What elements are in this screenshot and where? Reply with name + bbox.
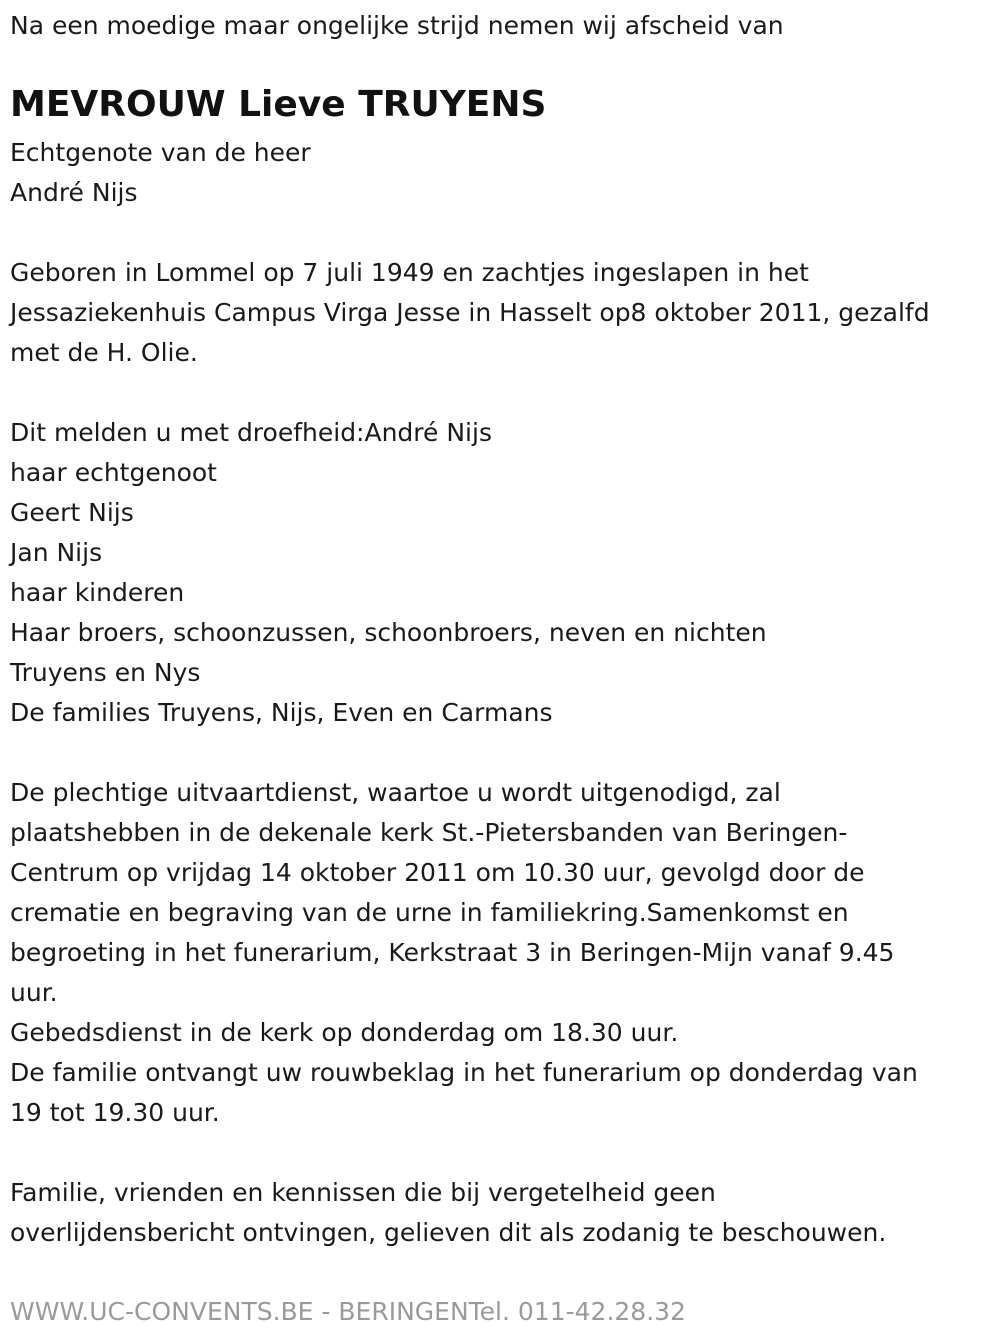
deceased-name: MEVROUW Lieve TRUYENS xyxy=(10,84,547,125)
mourner-line: Jan Nijs xyxy=(10,538,103,567)
mourner-line: haar kinderen xyxy=(10,578,185,607)
mourners-block xyxy=(10,413,767,733)
birth-line: met de H. Olie. xyxy=(10,338,198,367)
intro-text: Na een moedige maar ongelijke strijd nemen wij afscheid van xyxy=(10,11,784,40)
service-line: crematie en begraving van de urne in familiekring.Samenkomst en xyxy=(10,898,849,927)
mourner-line: Geert Nijs xyxy=(10,498,134,527)
spouse-line: André Nijs xyxy=(10,178,138,207)
mourner-line: Haar broers, schoonzussen, schoonbroers, neven en nichten xyxy=(10,618,767,647)
service-line: De plechtige uitvaartdienst, waartoe u wordt uitgenodigd, zal xyxy=(10,778,781,807)
funeral-service-block xyxy=(10,773,918,1133)
service-line: plaatshebben in de dekenale kerk St.-Pietersbanden van Beringen- xyxy=(10,818,848,847)
mourner-line: Truyens en Nys xyxy=(10,658,201,687)
mourner-line: haar echtgenoot xyxy=(10,458,217,487)
mourner-line: De families Truyens, Nijs, Even en Carmans xyxy=(10,698,553,727)
service-line: Centrum op vrijdag 14 oktober 2011 om 10.30 uur, gevolgd door de xyxy=(10,858,865,887)
spouse-line: Echtgenote van de heer xyxy=(10,138,311,167)
mourner-line: Dit melden u met droefheid:André Nijs xyxy=(10,418,492,447)
birth-death-block xyxy=(10,253,930,373)
notice-line: Familie, vrienden en kennissen die bij vergetelheid geen xyxy=(10,1178,716,1207)
service-line: begroeting in het funerarium, Kerkstraat 3 in Beringen-Mijn vanaf 9.45 xyxy=(10,938,895,967)
service-line: De familie ontvangt uw rouwbeklag in het funerarium op donderdag van xyxy=(10,1058,918,1087)
notice-block xyxy=(10,1173,886,1253)
service-line: Gebedsdienst in de kerk op donderdag om 18.30 uur. xyxy=(10,1018,679,1047)
birth-line: Geboren in Lommel op 7 juli 1949 en zachtjes ingeslapen in het xyxy=(10,258,809,287)
birth-line: Jessaziekenhuis Campus Virga Jesse in Hasselt op8 oktober 2011, gezalfd xyxy=(10,298,930,327)
service-line: uur. xyxy=(10,978,58,1007)
notice-line: overlijdensbericht ontvingen, gelieven dit als zodanig te beschouwen. xyxy=(10,1218,887,1247)
spouse-block xyxy=(10,133,311,213)
service-line: 19 tot 19.30 uur. xyxy=(10,1098,220,1127)
footer-credit: WWW.UC-CONVENTS.BE - BERINGENTel. 011-42.28.32 xyxy=(10,1297,686,1326)
